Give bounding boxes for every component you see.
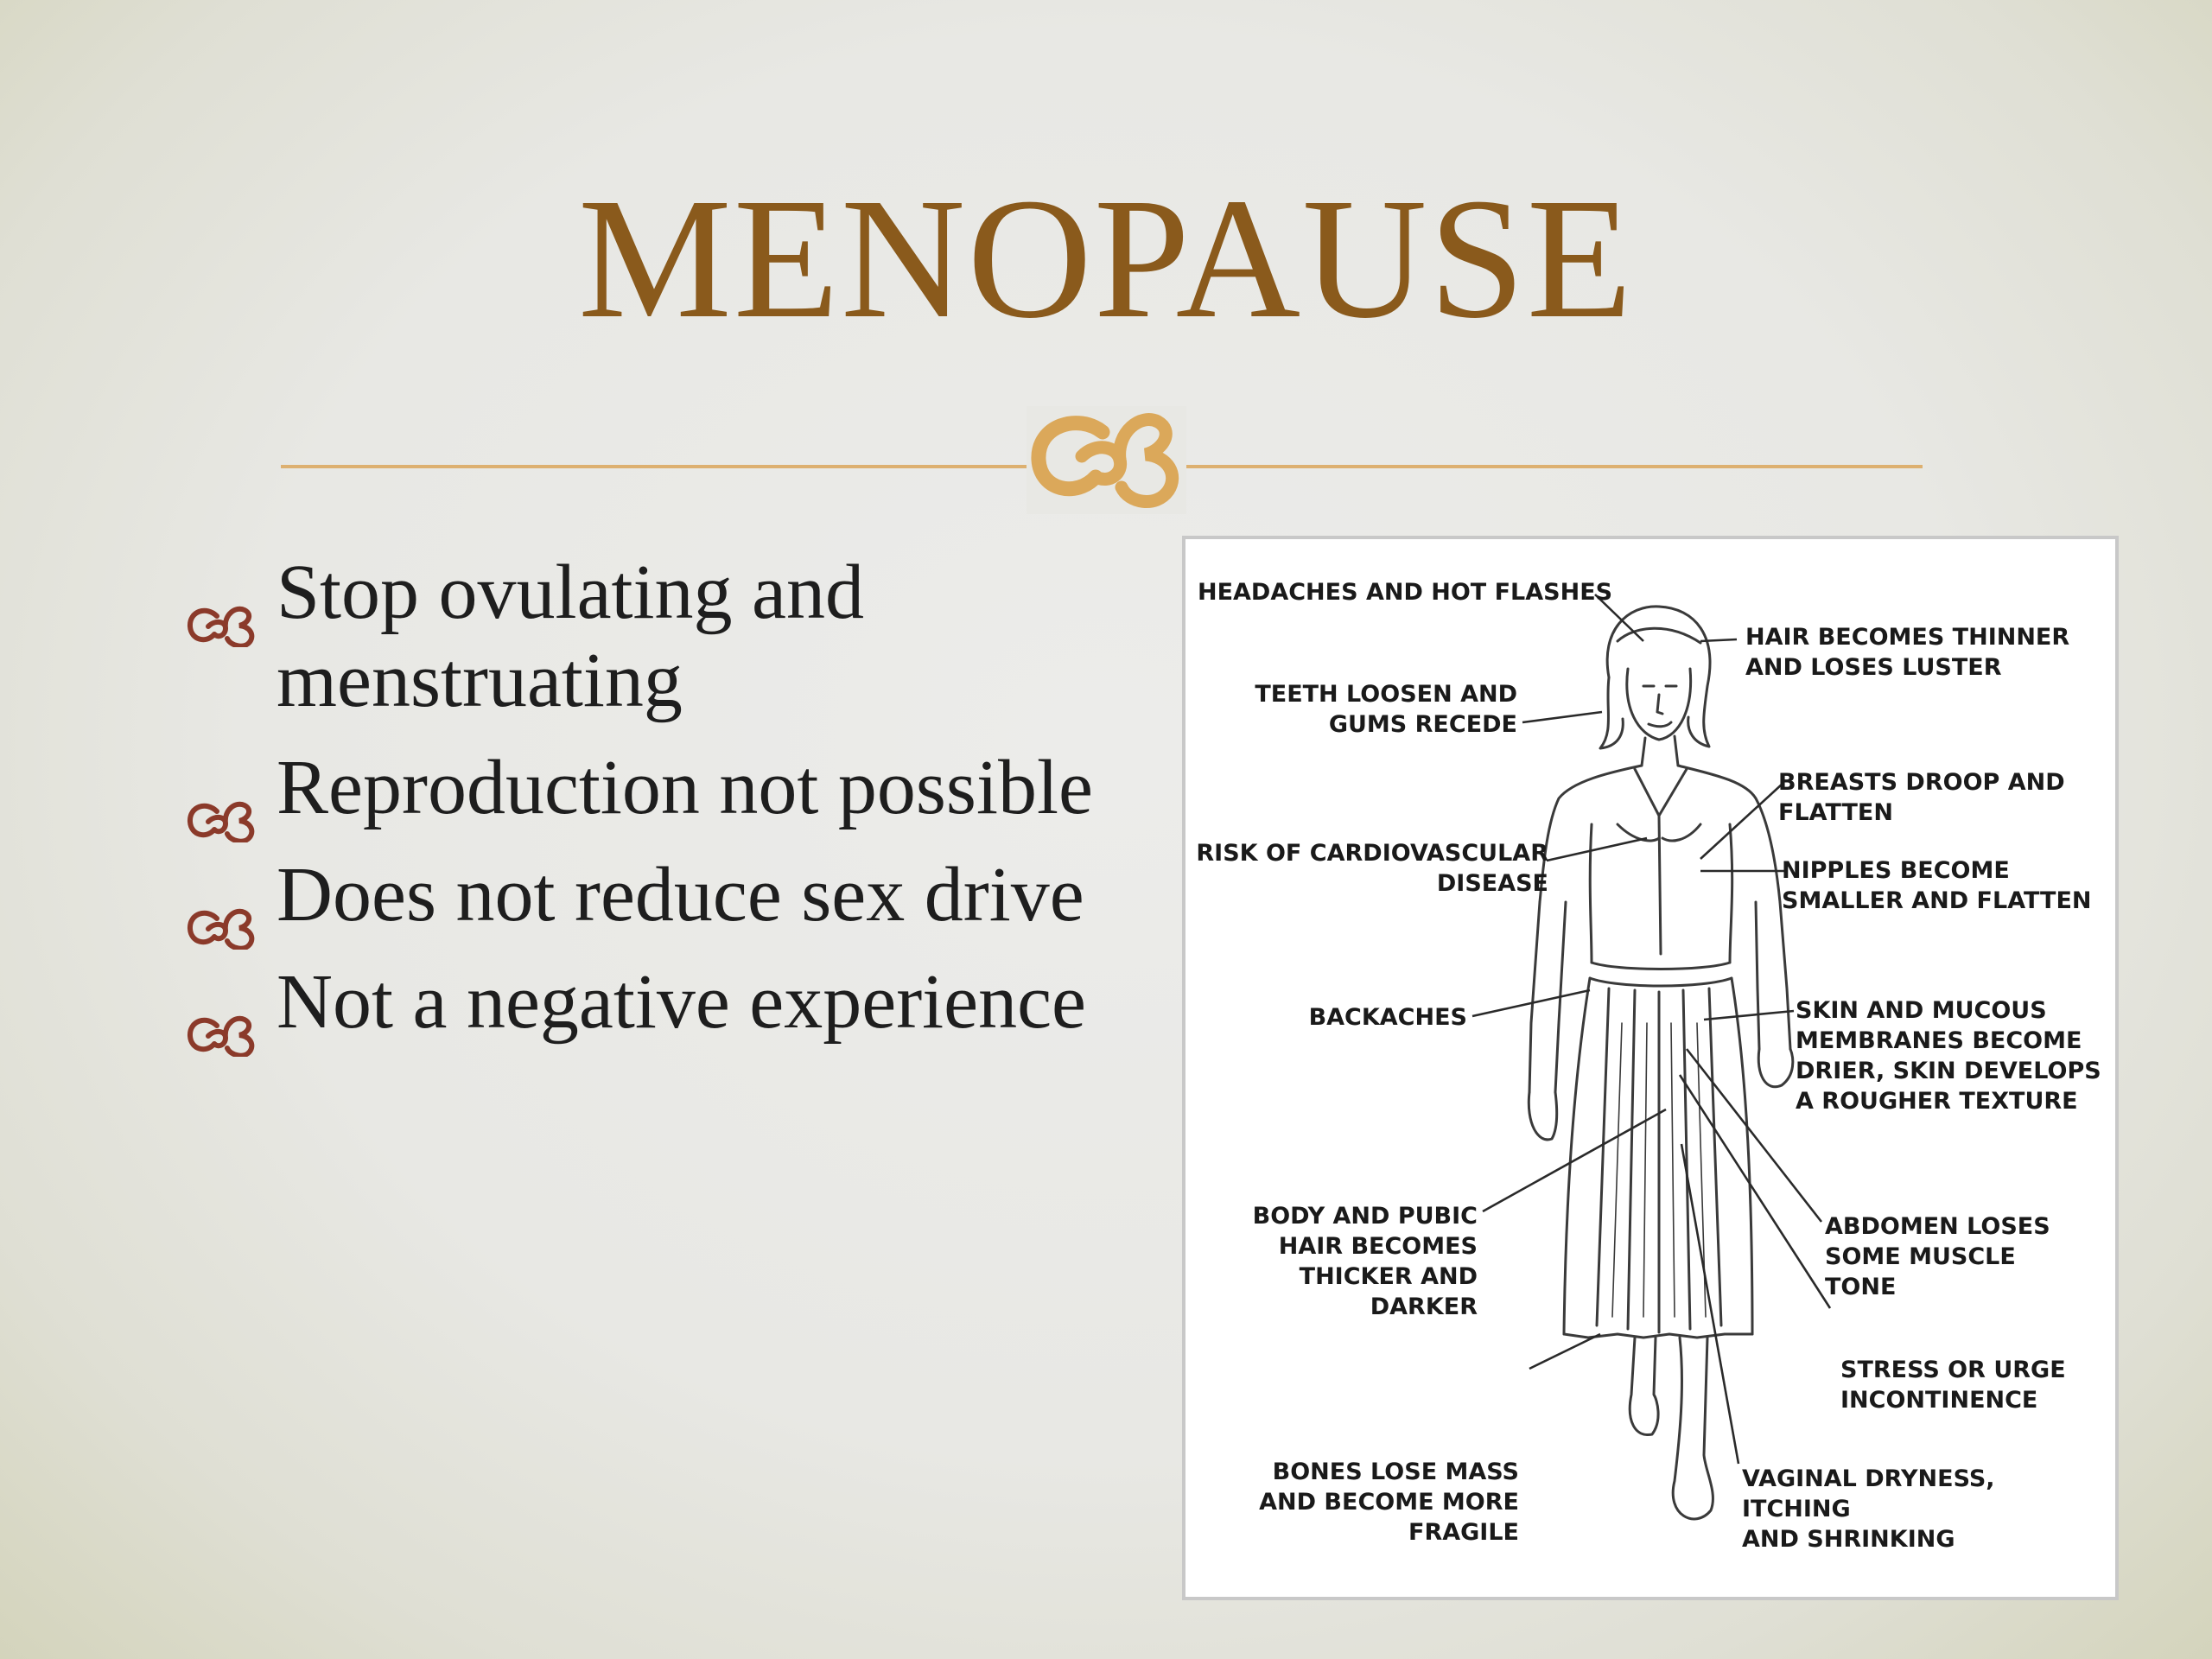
bullet-text: Reproduction not possible (276, 745, 1093, 830)
fleuron-bullet-icon (186, 773, 257, 861)
label-body-hair: BODY AND PUBIC HAIR BECOMES THICKER AND DARKER (1252, 1203, 1478, 1320)
label-bones: BONES LOSE MASS AND BECOME MORE FRAGILE (1259, 1459, 1519, 1546)
label-backaches: BACKACHES (1308, 1004, 1467, 1031)
label-breasts: BREASTS DROOP AND FLATTEN (1778, 769, 2065, 826)
label-nipples: NIPPLES BECOME SMALLER AND FLATTEN (1782, 857, 2092, 914)
bullet-item (186, 851, 1145, 939)
bullet-text: Stop ovulating and menstruating (276, 550, 864, 723)
bullet-text: Does not reduce sex drive (276, 852, 1084, 938)
fleuron-bullet-icon (186, 880, 257, 969)
bullet-item (186, 744, 1145, 832)
label-abdomen: ABDOMEN LOSES SOME MUSCLE TONE (1825, 1213, 2050, 1300)
label-cardio: RISK OF CARDIOVASCULAR DISEASE (1196, 840, 1548, 897)
bullet-list (186, 549, 1145, 1065)
bullet-item (186, 549, 1145, 725)
label-hair: HAIR BECOMES THINNER AND LOSES LUSTER (1745, 624, 2070, 681)
bullet-text: Not a negative experience (276, 959, 1087, 1045)
label-vaginal: VAGINAL DRYNESS, ITCHING AND SHRINKING (1742, 1465, 1995, 1553)
ornament-icon (1027, 406, 1186, 514)
label-teeth: TEETH LOOSEN AND GUMS RECEDE (1255, 681, 1517, 738)
bullet-item (186, 958, 1145, 1046)
fleuron-bullet-icon (186, 578, 257, 666)
label-headaches: HEADACHES AND HOT FLASHES (1198, 579, 1613, 606)
slide-title: MENOPAUSE (577, 163, 1634, 354)
fleuron-bullet-icon (186, 988, 257, 1076)
label-incontinence: STRESS OR URGE INCONTINENCE (1840, 1357, 2066, 1414)
menopause-body-diagram (1182, 536, 2119, 1600)
label-skin: SKIN AND MUCOUS MEMBRANES BECOME DRIER, SKIN DEVELOPS A ROUGHER TEXTURE (1796, 997, 2101, 1115)
